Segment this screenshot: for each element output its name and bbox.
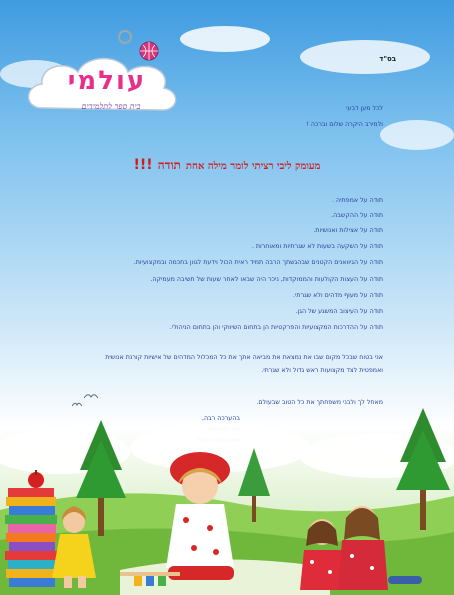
thanks-item: תודה על ההקשבה. <box>331 212 383 219</box>
logo-subtitle: בית ספר לתלמידים <box>81 102 141 111</box>
thanks-item: תודה על ההדרכות המקצועיות והפרקטיות הן בתחום השיווקי והן בתחום הניהולי. <box>169 324 383 331</box>
headline <box>0 154 454 173</box>
school-logo <box>22 30 182 116</box>
thanks-item: תודה על הגיוואנים הקטנים שבהגשתך הרבה תמיד ראית הכול וידעת לגוון בחכמה ובמקצועיות. <box>133 259 383 266</box>
logo-hanger <box>118 30 132 44</box>
greeting-salutation: ולמירב היקרה שלום וברכה ! <box>306 121 383 128</box>
greeting-to: לכל מען דבעי <box>346 105 383 112</box>
signature-line: בהערכה רבה, <box>201 415 240 422</box>
sky-cloud <box>180 26 270 52</box>
sky-cloud <box>300 40 430 74</box>
globe-icon <box>138 40 160 62</box>
books-stack <box>5 470 57 587</box>
wish-line: מאחל לך ולבני משפחתך את כל הטוב שבעולם. <box>256 399 383 406</box>
headline-exclaim: !!! <box>133 157 153 173</box>
thanks-item: תודה על העיצוב המשגע של הגן. <box>295 308 383 315</box>
paint-jars <box>134 576 166 586</box>
thanks-item: תודה על אצילות ואנושיות. <box>313 227 383 234</box>
closing-line: ואמפטית לצד מקצועות ראש גדול ולא שגרתי. <box>261 367 383 374</box>
bsd-header: בס"ד <box>379 55 396 63</box>
thanks-item: תודה על אמפתיה . <box>331 197 383 204</box>
thanks-item: תודה על השקעה בשעות לא שגרתיות ומאוחרות . <box>251 243 383 250</box>
sky-cloud <box>380 120 454 150</box>
thanks-item: תודה על העצות הקולעות והממוקדות, ניכר היה שבאו לאחר שעות של חשיבה מעמיקה. <box>150 276 383 283</box>
logo-title: עולמי <box>67 66 147 96</box>
thanks-item: תודה על מעוף מדהים ולא שגרתי. <box>293 292 383 299</box>
headline-emphasis: תודה <box>157 158 181 172</box>
bird-icon <box>84 392 98 400</box>
kids-illustration <box>0 400 454 595</box>
closing-line: אני בטוח שבכל מקום שבו את נמצאת את מביאה אתך את כל המכלול המדהים של אישיות קורנת אנושית <box>105 354 383 361</box>
headline-main: מעומק ליבי רציתי לומר מילה אחת <box>185 161 321 172</box>
